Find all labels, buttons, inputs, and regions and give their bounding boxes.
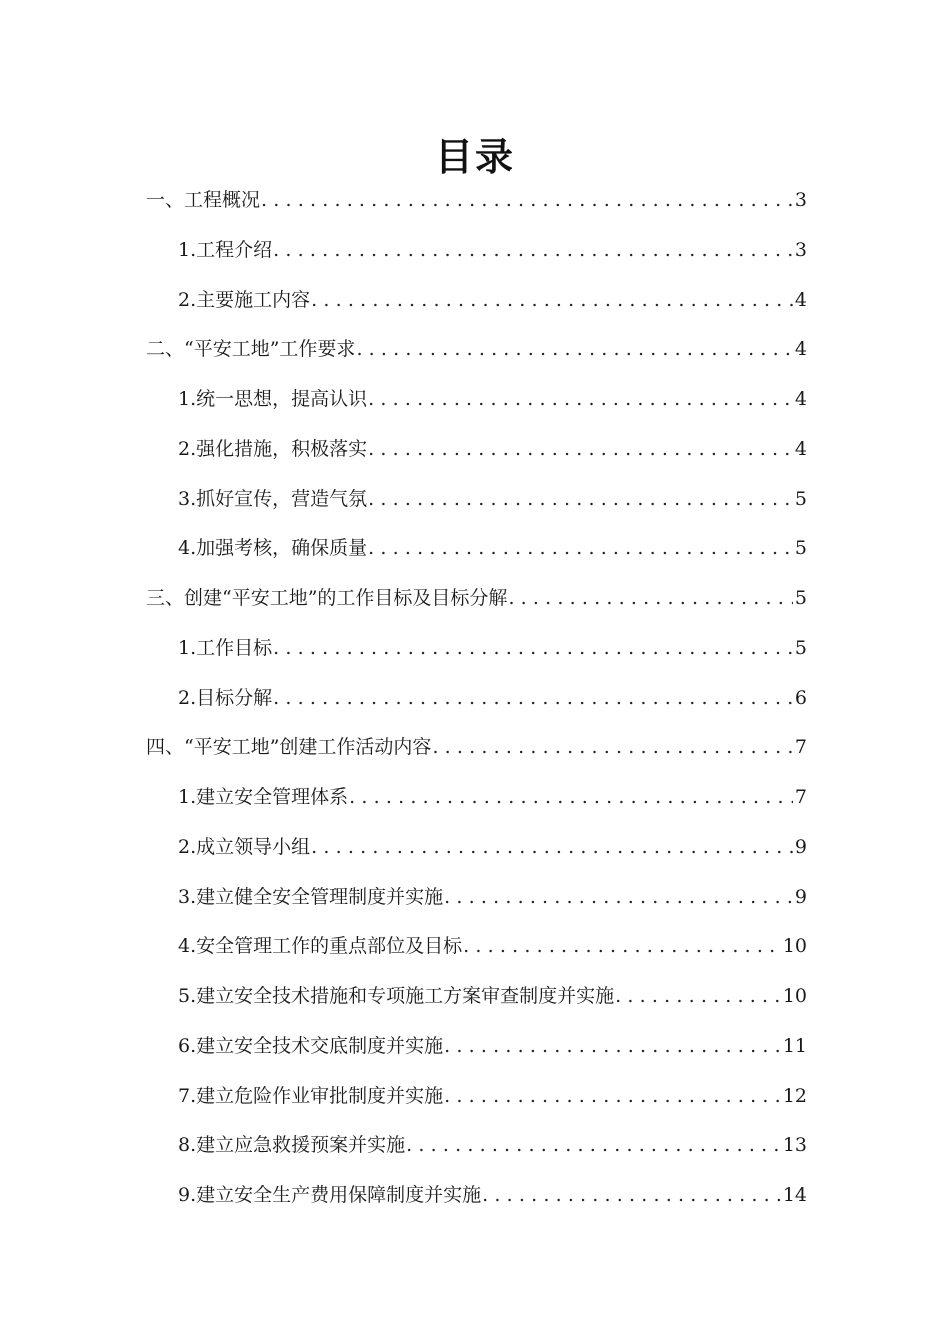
dot-leader [273, 682, 793, 714]
toc-entry[interactable] [178, 1030, 807, 1062]
toc-entry-label: 三、创建“平安工地”的工作目标及目标分解 [146, 587, 508, 609]
toc-entry[interactable] [178, 881, 807, 913]
toc-entry[interactable] [178, 831, 807, 863]
toc-entry-page-number: 11 [782, 1035, 807, 1057]
toc-entry-page-number: 5 [794, 587, 807, 609]
toc-entry[interactable] [178, 383, 807, 415]
dot-leader [273, 632, 793, 664]
toc-entry[interactable] [178, 1080, 807, 1112]
dot-leader [273, 234, 793, 266]
dot-leader [261, 184, 793, 216]
toc-entry-label: 8.建立应急救援预案并实施 [178, 1134, 406, 1156]
toc-entry-label: 2.成立领导小组 [178, 836, 311, 858]
toc-entry-page-number: 9 [794, 836, 807, 858]
dot-leader [349, 781, 793, 813]
dot-leader [368, 532, 793, 564]
toc-entry[interactable] [178, 532, 807, 564]
toc-entry-page-number: 3 [794, 189, 807, 211]
toc-entry-page-number: 10 [782, 935, 807, 957]
dot-leader [311, 284, 793, 316]
toc-entry-label: 1.建立安全管理体系 [178, 786, 349, 808]
toc-entry[interactable] [178, 433, 807, 465]
toc-entry-page-number: 4 [794, 388, 807, 410]
toc-entry-label: 2.目标分解 [178, 687, 273, 709]
toc-entry-page-number: 6 [794, 687, 807, 709]
toc-entry[interactable] [146, 333, 807, 365]
toc-entry[interactable] [178, 234, 807, 266]
dot-leader [368, 433, 793, 465]
toc-entry-label: 二、“平安工地”工作要求 [146, 338, 356, 360]
toc-entry-page-number: 14 [782, 1184, 807, 1206]
toc-entry-label: 4.加强考核，确保质量 [178, 537, 368, 559]
toc-entry-label: 7.建立危险作业审批制度并实施 [178, 1085, 444, 1107]
dot-leader [444, 881, 793, 913]
dot-leader [368, 383, 793, 415]
toc-entry[interactable] [178, 980, 807, 1012]
toc-title: 目录 [434, 135, 515, 179]
toc-entry[interactable] [146, 731, 807, 763]
toc-entry-label: 2.强化措施，积极落实 [178, 438, 368, 460]
toc-entry-page-number: 7 [794, 736, 807, 758]
toc-entry-page-number: 5 [794, 637, 807, 659]
toc-entry[interactable] [146, 184, 807, 216]
toc-entry-page-number: 13 [782, 1134, 807, 1156]
dot-leader [311, 831, 793, 863]
toc-entry[interactable] [178, 1179, 807, 1211]
toc-entry-label: 3.建立健全安全管理制度并实施 [178, 886, 444, 908]
dot-leader [356, 333, 792, 365]
toc-entry-label: 5.建立安全技术措施和专项施工方案审查制度并实施 [178, 985, 615, 1007]
toc-entry-label: 2.主要施工内容 [178, 289, 311, 311]
toc-entry-page-number: 5 [794, 537, 807, 559]
toc-entry[interactable] [178, 483, 807, 515]
toc-entry-page-number: 4 [794, 338, 807, 360]
toc-entry[interactable] [178, 284, 807, 316]
toc-entry-page-number: 5 [794, 488, 807, 510]
toc-entry[interactable] [178, 930, 807, 962]
dot-leader [444, 1080, 781, 1112]
toc-entry-label: 1.工程介绍 [178, 239, 273, 261]
toc-entry-page-number: 12 [782, 1085, 807, 1107]
toc-entry-page-number: 7 [794, 786, 807, 808]
dot-leader [368, 483, 793, 515]
toc-entry-label: 6.建立安全技术交底制度并实施 [178, 1035, 444, 1057]
toc-entry[interactable] [178, 682, 807, 714]
toc-entry-page-number: 4 [794, 289, 807, 311]
toc-entry-label: 四、“平安工地”创建工作活动内容 [146, 736, 432, 758]
dot-leader [508, 582, 792, 614]
toc-entry-label: 1.工作目标 [178, 637, 273, 659]
toc-entry[interactable] [178, 781, 807, 813]
toc-entry-label: 9.建立安全生产费用保障制度并实施 [178, 1184, 482, 1206]
toc-entry[interactable] [178, 1129, 807, 1161]
toc-entry-label: 1.统一思想，提高认识 [178, 388, 368, 410]
dot-leader [444, 1030, 781, 1062]
dot-leader [432, 731, 792, 763]
dot-leader [615, 980, 781, 1012]
toc-entry-label: 4.安全管理工作的重点部位及目标 [178, 935, 463, 957]
toc-entry-label: 一、工程概况 [146, 189, 261, 211]
toc-entry-label: 3.抓好宣传，营造气氛 [178, 488, 368, 510]
toc-entry-page-number: 4 [794, 438, 807, 460]
dot-leader [406, 1129, 781, 1161]
toc-entry-page-number: 9 [794, 886, 807, 908]
toc-entry[interactable] [146, 582, 807, 614]
toc-entry[interactable] [178, 632, 807, 664]
dot-leader [463, 930, 781, 962]
toc-entry-page-number: 10 [782, 985, 807, 1007]
toc-entry-page-number: 3 [794, 239, 807, 261]
dot-leader [482, 1179, 781, 1211]
